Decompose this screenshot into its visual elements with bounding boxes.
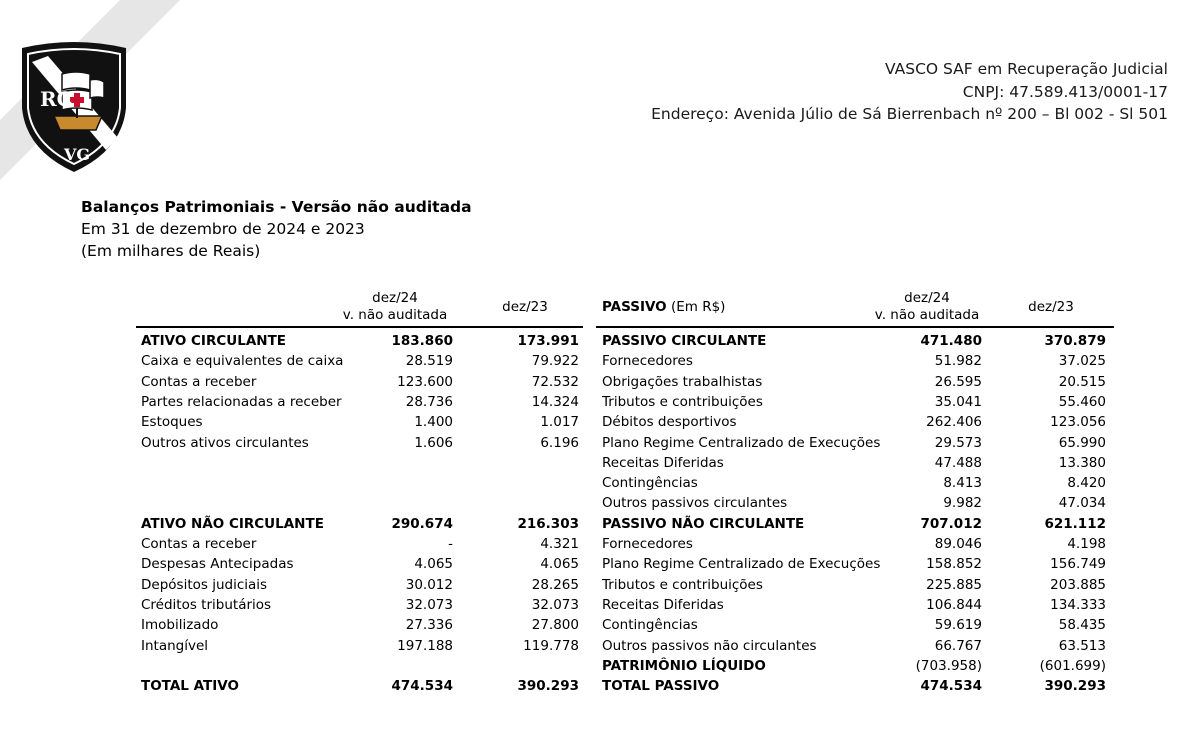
passivo-row-dez23: 13.380 [1058,454,1106,471]
passivo-row-dez23: 47.034 [1058,495,1106,512]
passivo-header-dez23: dez/23 [1028,299,1074,315]
document-title-block [81,196,472,262]
passivo-row-label: Contingências [602,475,698,492]
ativo-row-label: ATIVO CIRCULANTE [141,333,286,349]
ativo-row-label: Estoques [141,414,203,431]
ativo-row-dez23: 119.778 [523,637,579,654]
ativo-row-dez23: 14.324 [531,393,579,410]
passivo-row-dez24: 47.488 [934,454,982,471]
passivo-row-label: Obrigações trabalhistas [602,373,763,390]
passivo-row-dez24: 26.595 [934,373,982,390]
ativo-row-dez24: - [448,536,453,552]
passivo-row-label: Outros passivos não circulantes [602,637,817,654]
ativo-row-dez23: 28.265 [531,576,579,593]
passivo-row-dez23: 203.885 [1050,576,1106,593]
ativo-row-dez23: 216.303 [517,515,579,532]
company-cnpj: CNPJ: 47.589.413/0001-17 [962,82,1168,101]
passivo-row-dez24: 66.767 [934,637,982,654]
ativo-row-label: Outros ativos circulantes [141,434,309,451]
company-info [651,58,1168,126]
passivo-header-dez24-line1: dez/24 [904,290,950,306]
ativo-row-dez23: 32.073 [531,596,579,613]
passivo-row-label: Outros passivos circulantes [602,495,788,512]
ativo-row-dez23: 6.196 [540,434,579,451]
passivo-row-label: PATRIMÔNIO LÍQUIDO [602,657,766,674]
passivo-row-dez23: 8.420 [1067,475,1106,492]
passivo-row-dez23: 20.515 [1058,373,1106,390]
passivo-row-dez23: 65.990 [1058,434,1106,451]
passivo-row-dez24: 59.619 [934,617,982,634]
passivo-row-dez24: 262.406 [926,414,982,431]
passivo-row-label: Plano Regime Centralizado de Execuções [602,434,881,451]
passivo-header-dez24 [862,290,992,324]
passivo-row-dez23: 58.435 [1058,617,1106,634]
ativo-row-dez23: 27.800 [531,617,579,634]
ativo-row-label: Contas a receber [141,536,257,552]
document-unit: (Em milhares de Reais) [81,242,261,260]
company-name: VASCO SAF em Recuperação Judicial [885,60,1168,78]
passivo-header-dez24-line2: v. não auditada [874,307,980,323]
passivo-header-unit: (Em R$) [670,299,726,315]
passivo-row-label: Tributos e contribuições [602,576,763,593]
ativo-row-label: TOTAL ATIVO [141,678,239,695]
ativo-row-dez24: 28.736 [405,393,453,410]
passivo-row-dez23: 134.333 [1050,596,1106,613]
passivo-row-dez24: (703.958) [915,657,982,674]
passivo-row-dez24: 29.573 [934,434,982,451]
ativo-row-label: Imobilizado [141,617,219,634]
ativo-row-label: Intangível [141,637,209,654]
passivo-row-label: Fornecedores [602,353,693,370]
ativo-header-dez24-line2: v. não auditada [342,307,448,323]
document-title: Balanços Patrimoniais - Versão não auditada [81,198,472,216]
passivo-row-dez23: 621.112 [1044,515,1106,532]
passivo-row-dez23: 156.749 [1050,556,1106,573]
logo-letters-top: RC [40,87,73,111]
ativo-row-dez24: 123.600 [397,373,453,390]
ativo-header-rule [136,326,583,328]
ativo-row-dez23: 1.017 [540,414,579,431]
passivo-row-dez24: 474.534 [920,678,982,695]
ativo-row-dez23: 4.321 [540,536,579,552]
ativo-row-dez24: 1.606 [414,434,453,451]
document-date: Em 31 de dezembro de 2024 e 2023 [81,220,365,238]
passivo-row-dez23: 370.879 [1044,333,1106,349]
passivo-row-dez24: 106.844 [926,596,982,613]
passivo-row-dez24: 89.046 [934,536,982,552]
passivo-row-label: Tributos e contribuições [602,393,763,410]
passivo-row-label: Receitas Diferidas [602,454,724,471]
ativo-row-dez23: 173.991 [517,333,579,349]
passivo-row-dez23: 55.460 [1058,393,1106,410]
ativo-header-dez24 [330,290,460,324]
company-address: Endereço: Avenida Júlio de Sá Bierrenbach nº 200 – Bl 002 - Sl 501 [651,105,1168,123]
passivo-row-label: TOTAL PASSIVO [602,678,720,695]
passivo-row-label: Receitas Diferidas [602,596,724,613]
ativo-header-dez23: dez/23 [502,299,548,315]
passivo-row-dez24: 471.480 [920,333,982,349]
ativo-row-label: ATIVO NÃO CIRCULANTE [141,515,324,532]
ativo-row-dez24: 1.400 [414,414,453,431]
ativo-row-label: Créditos tributários [141,596,272,613]
ativo-row-dez24: 30.012 [405,576,453,593]
club-crest-logo [18,38,130,174]
passivo-row-dez23: 390.293 [1044,678,1106,695]
passivo-header-title: PASSIVO [602,299,667,315]
passivo-row-dez23: (601.699) [1039,657,1106,674]
ativo-row-dez23: 4.065 [540,556,579,573]
passivo-row-dez23: 63.513 [1058,637,1106,654]
passivo-header-rule [596,326,1114,328]
passivo-row-dez24: 35.041 [934,393,982,410]
ativo-row-dez24: 27.336 [405,617,453,634]
ativo-row-dez23: 390.293 [517,678,579,695]
passivo-header-label [602,299,725,316]
ativo-row-label: Caixa e equivalentes de caixa [141,353,344,370]
ativo-row-dez24: 197.188 [397,637,453,654]
passivo-row-dez24: 225.885 [926,576,982,593]
ativo-row-dez24: 290.674 [391,515,453,532]
ativo-row-dez24: 474.534 [391,678,453,695]
ativo-header-dez24-line1: dez/24 [372,290,418,306]
passivo-row-dez24: 51.982 [934,353,982,370]
logo-letters-bottom: VG [64,145,91,164]
passivo-row-label: Débitos desportivos [602,414,737,431]
ativo-row-dez24: 32.073 [405,596,453,613]
passivo-row-dez24: 158.852 [926,556,982,573]
passivo-row-label: Plano Regime Centralizado de Execuções [602,556,881,573]
ativo-row-label: Despesas Antecipadas [141,556,294,573]
ativo-row-dez24: 4.065 [414,556,453,573]
ativo-row-label: Depósitos judiciais [141,576,268,593]
passivo-row-dez23: 4.198 [1067,536,1106,552]
passivo-row-dez24: 9.982 [943,495,982,512]
ativo-row-dez23: 72.532 [531,373,579,390]
ativo-row-dez23: 79.922 [531,353,579,370]
passivo-row-dez24: 8.413 [943,475,982,492]
ativo-row-dez24: 28.519 [405,353,453,370]
passivo-row-dez23: 37.025 [1058,353,1106,370]
passivo-row-label: Contingências [602,617,698,634]
passivo-row-dez23: 123.056 [1050,414,1106,431]
ativo-row-dez24: 183.860 [391,333,453,349]
ativo-row-label: Partes relacionadas a receber [141,393,342,410]
ativo-row-label: Contas a receber [141,373,257,390]
passivo-row-label: PASSIVO CIRCULANTE [602,333,767,349]
passivo-row-dez24: 707.012 [920,515,982,532]
passivo-row-label: Fornecedores [602,536,693,552]
passivo-row-label: PASSIVO NÃO CIRCULANTE [602,515,805,532]
